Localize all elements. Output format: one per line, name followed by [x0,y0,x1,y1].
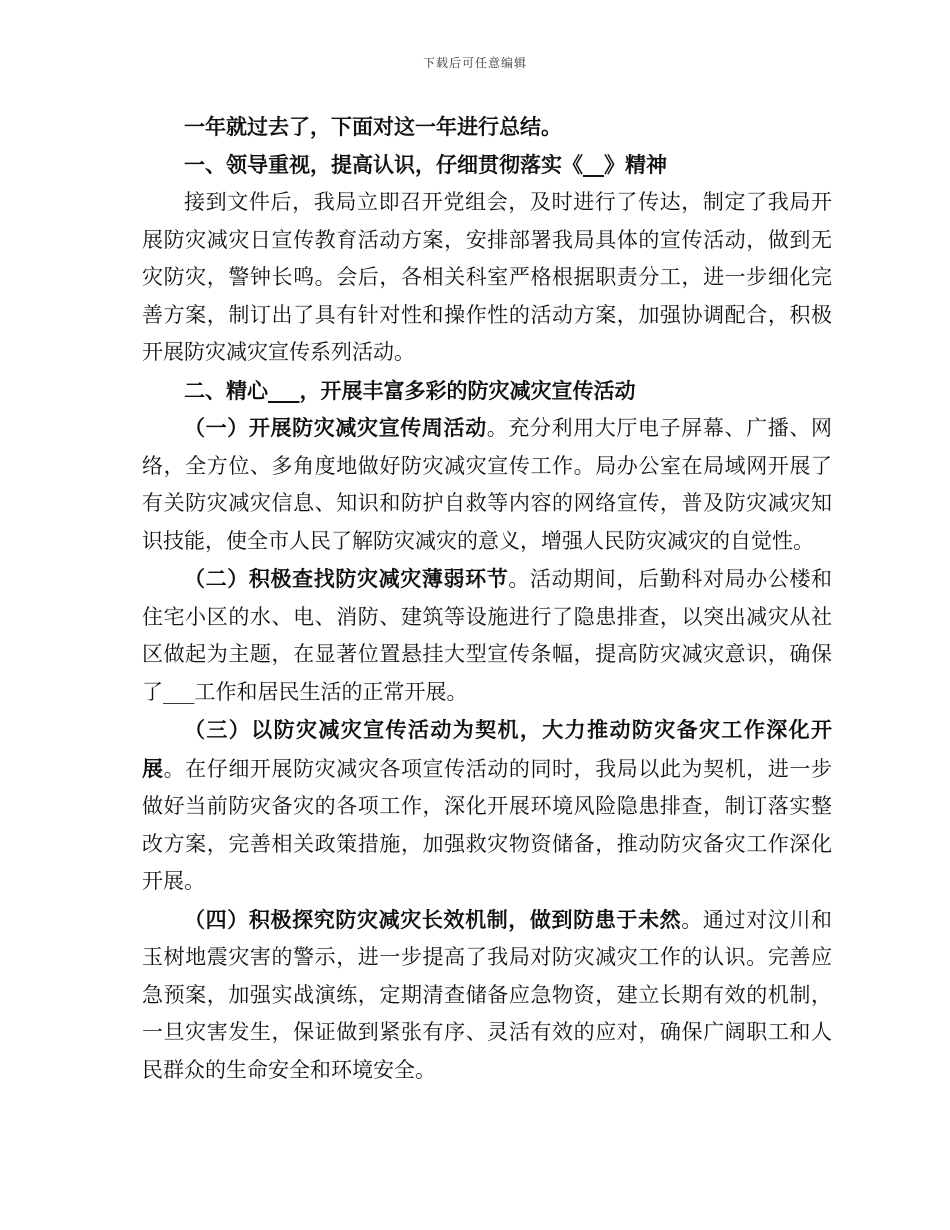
page-header: 下载后可任意编辑 [422,56,527,70]
paragraph-text: 。活动期间，后勤科对局办公楼和住宅小区的水、电、消防、建筑等设施进行了隐患排查，以突出减灾从社区做起为主题，在显著位置悬挂大型宣传条幅，提高防灾减灾意识，确保了___工作和居民生活的正常开展。 [142,567,833,704]
paragraph-lead: （二）积极查找防灾减灾薄弱环节 [184,566,509,591]
paragraph-text: 接到文件后，我局立即召开党组会，及时进行了传达，制定了我局开展防灾减灾日宣传教育活动方案，安排部署我局具体的宣传活动，做到无灾防灾，警钟长鸣。会后，各相关科室严格根据职责分工，进一步细化完善方案，制订出了具有针对性和操作性的活动方案，加强协调配合，积极开展防灾减灾宣传系列活动。 [142,190,832,364]
section-heading-2: 二、精心___，开展丰富多彩的防灾减灾宣传活动 [184,377,636,403]
paragraph-lead: （四）积极探究防灾减灾长效机制，做到防患于未然 [184,906,682,932]
section-heading-1: 一、领导重视，提高认识，仔细贯彻落实《__》精神 [184,151,667,177]
paragraph-lead: （一）开展防灾减灾宣传周活动 [184,415,487,440]
paragraph-lead: （三）以防灾减灾宣传活动为契机，大力推动防灾备灾工作深化开展 [142,717,832,781]
paragraph-5 [142,901,832,1090]
paragraph-2 [142,409,832,560]
intro-line: 一年就过去了，下面对这一年进行总结。 [184,114,562,139]
paragraph-4 [142,711,832,901]
paragraph-3 [142,560,832,711]
paragraph-1 [142,183,832,372]
document-body [142,108,832,1089]
paragraph-text: 。在仔细开展防灾减灾各项宣传活动的同时，我局以此为契机，进一步做好当前防灾备灾的各项工作，深化开展环境风险隐患排查，制订落实整改方案，完善相关政策措施，加强救灾物资储备，推动防灾备灾工作深化开展。 [142,756,833,893]
paragraph-text: 。充分利用大厅电子屏幕、广播、网络，全方位、多角度地做好防灾减灾宣传工作。局办公室在局域网开展了有关防灾减灾信息、知识和防护自救等内容的网络宣传，普及防灾减灾知识技能，使全市人民了解防灾减灾的意义，增强人民防灾减灾的自觉性。 [142,416,833,553]
paragraph-text: 。通过对汶川和玉树地震灾害的警示，进一步提高了我局对防灾减灾工作的认识。完善应急预案，加强实战演练，定期清查储备应急物资，建立长期有效的机制，一旦灾害发生，保证做到紧张有序、灵活有效的应对，确保广阔职工和人民群众的生命安全和环境安全。 [142,907,833,1082]
